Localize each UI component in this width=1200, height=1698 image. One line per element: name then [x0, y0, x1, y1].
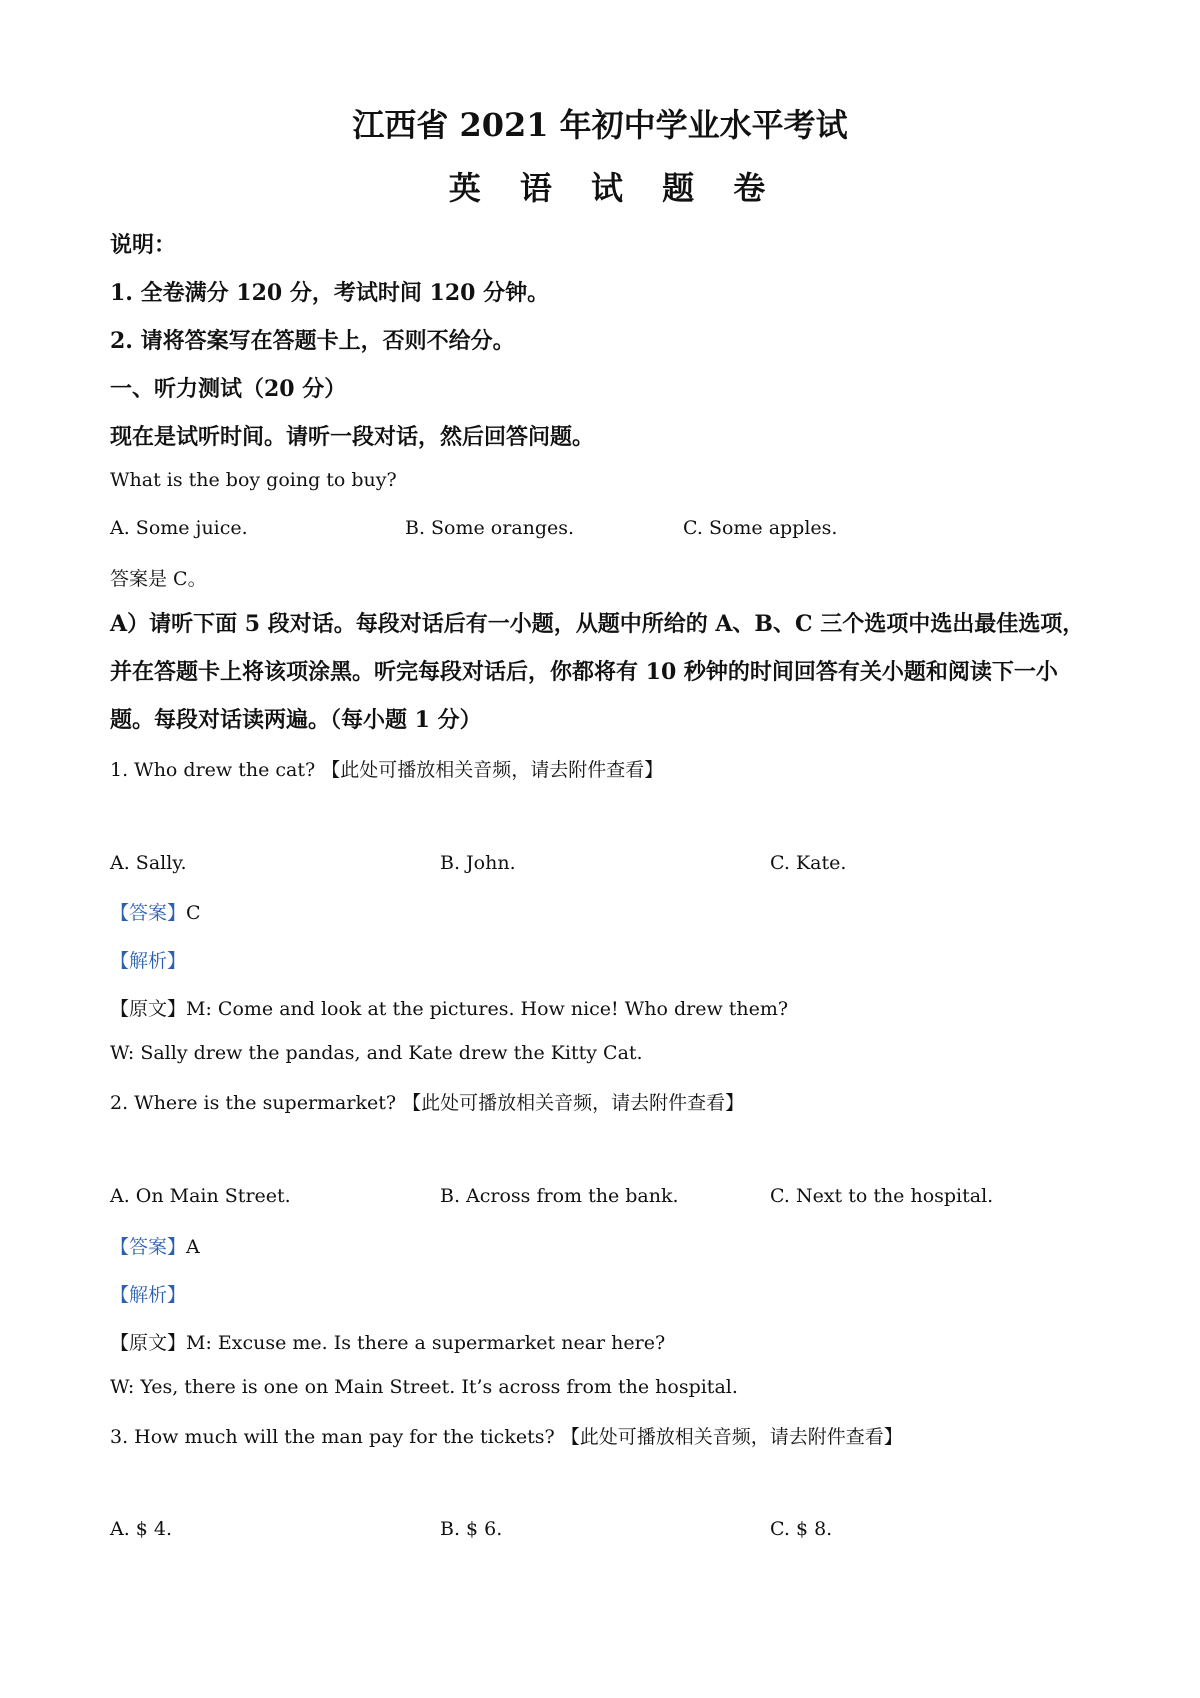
q1-transcript-line-1	[110, 994, 788, 1021]
q1-option-b: B. John.	[440, 852, 516, 874]
q1-answer-line	[110, 898, 201, 925]
trial-option-b: B. Some oranges.	[405, 517, 575, 539]
q3-option-c: C. $ 8.	[770, 1518, 833, 1540]
instructions-heading: 说明：	[110, 232, 177, 258]
q2-answer-label: 【答案】	[110, 1236, 187, 1258]
q3-option-b: B. $ 6.	[440, 1518, 503, 1540]
q2-transcript-line-1	[110, 1328, 665, 1355]
section-title: 一、听力测试（20 分）	[110, 376, 347, 402]
q3-option-a: A. $ 4.	[110, 1518, 173, 1540]
q1-analysis-label: 【解析】	[110, 950, 187, 972]
q2-transcript-label: 【原文】	[110, 1332, 187, 1354]
trial-option-a: A. Some juice.	[110, 517, 248, 539]
q1-transcript-line-2: W: Sally drew the pandas, and Kate drew the Kitty Cat.	[110, 1042, 643, 1064]
trial-answer: 答案是 C。	[110, 568, 207, 590]
q2-transcript-text-1: M: Excuse me. Is there a supermarket near here?	[186, 1332, 666, 1354]
trial-intro: 现在是试听时间。请听一段对话，然后回答问题。	[110, 424, 595, 450]
instruction-item-2: 2. 请将答案写在答题卡上，否则不给分。	[110, 328, 515, 354]
question-2: 2. Where is the supermarket? 【此处可播放相关音频，请去附件查看】	[110, 1092, 745, 1114]
part-a-instructions: A）请听下面 5 段对话。每段对话后有一小题，从题中所给的 A、B、C 三个选项中选出最佳选项，并在答题卡上将该项涂黑。听完每段对话后，你都将有 10 秒钟的时间回答有关小题和阅读下一小题。每段对话读两遍。（每小题 1 分）	[110, 611, 1085, 733]
trial-question: What is the boy going to buy?	[110, 469, 397, 491]
q1-transcript-text-1: M: Come and look at the pictures. How nice! Who drew them?	[186, 998, 789, 1020]
q1-option-c: C. Kate.	[770, 852, 847, 874]
q2-answer-line	[110, 1232, 200, 1259]
q1-transcript-label: 【原文】	[110, 998, 187, 1020]
q2-option-a: A. On Main Street.	[110, 1185, 291, 1207]
q2-option-c: C. Next to the hospital.	[770, 1185, 994, 1207]
q2-answer-value: A	[186, 1236, 200, 1258]
q1-answer-label: 【答案】	[110, 902, 187, 924]
exam-title: 江西省 2021 年初中学业水平考试	[352, 106, 848, 144]
question-1: 1. Who drew the cat? 【此处可播放相关音频，请去附件查看】	[110, 759, 664, 781]
q2-transcript-line-2: W: Yes, there is one on Main Street. It’s across from the hospital.	[110, 1376, 738, 1398]
exam-subtitle: 英 语 试 题 卷	[448, 169, 780, 207]
q1-answer-value: C	[186, 902, 201, 924]
question-3: 3. How much will the man pay for the tickets? 【此处可播放相关音频，请去附件查看】	[110, 1426, 903, 1448]
q2-option-b: B. Across from the bank.	[440, 1185, 679, 1207]
q2-analysis-label: 【解析】	[110, 1284, 187, 1306]
trial-option-c: C. Some apples.	[683, 517, 838, 539]
instruction-item-1: 1. 全卷满分 120 分，考试时间 120 分钟。	[110, 280, 550, 306]
q1-option-a: A. Sally.	[110, 852, 187, 874]
